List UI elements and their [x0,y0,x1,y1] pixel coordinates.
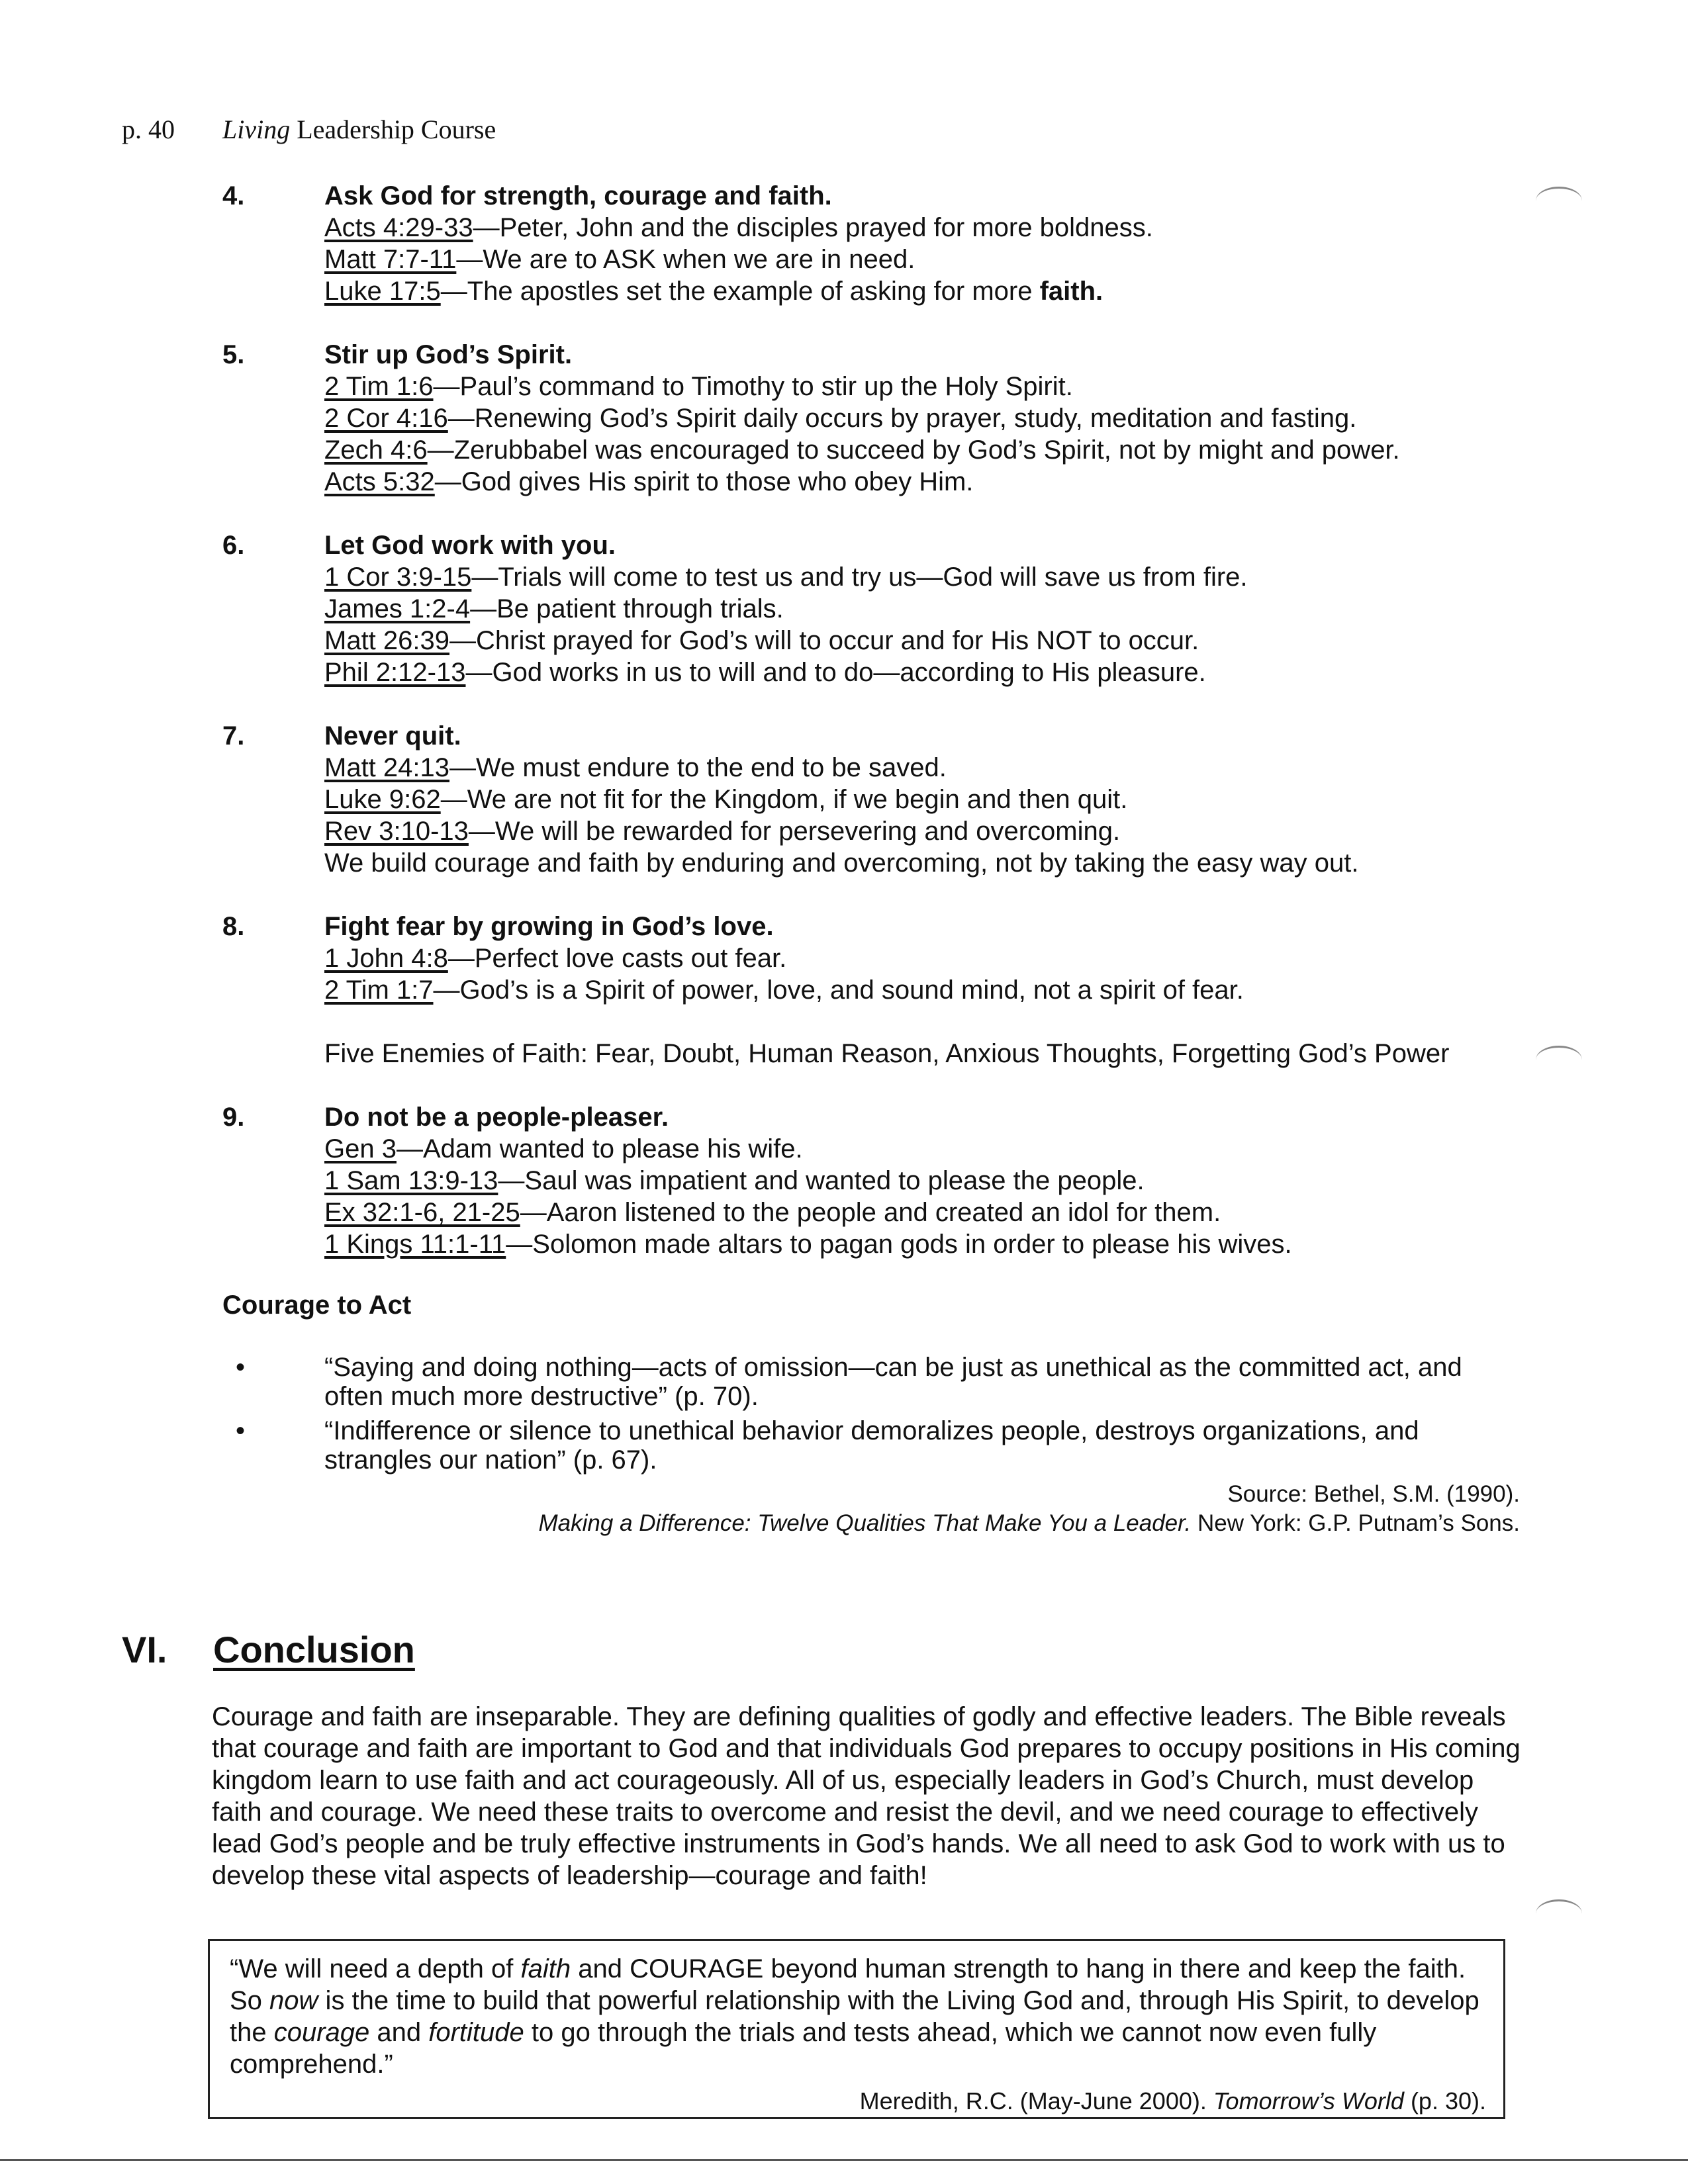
scripture-ref: 2 Tim 1:6 [324,372,434,401]
course-title: Leadership Course [297,114,496,144]
scripture-line: Luke 9:62—We are not fit for the Kingdom, if we begin and then quit. [324,785,1128,814]
scripture-ref: 1 Cor 3:9-15 [324,563,472,592]
item-title: Fight fear by growing in God’s love. [324,912,774,941]
bullet-icon: • [236,1353,246,1382]
scripture-line: Acts 4:29-33—Peter, John and the disciples prayed for more boldness. [324,213,1153,242]
punch-hole-icon [1536,1899,1582,1928]
scripture-ref: Phil 2:12-13 [324,658,466,687]
course-title-italic: Living [222,114,291,144]
scripture-ref: 1 Kings 11:1-11 [324,1230,506,1259]
scripture-ref: Matt 7:7-11 [324,245,457,274]
item-title: Ask God for strength, courage and faith. [324,181,832,210]
scripture-line: Gen 3—Adam wanted to please his wife. [324,1134,803,1163]
scripture-line: James 1:2-4—Be patient through trials. [324,594,784,623]
item-number: 5. [222,340,245,369]
source-citation: Source: Bethel, S.M. (1990). Making a Difference: Twelve Qualities That Make You a Leader. New York: G.P. Putnam’s Sons. [538,1481,1520,1536]
scripture-line: Matt 26:39—Christ prayed for God’s will to occur and for His NOT to occur. [324,626,1199,655]
scripture-line: 1 John 4:8—Perfect love casts out fear. [324,944,787,973]
scripture-line: 1 Cor 3:9-15—Trials will come to test us and try us—God will save us from fire. [324,563,1248,592]
scripture-ref: 2 Cor 4:16 [324,404,448,433]
scripture-ref: 1 Sam 13:9-13 [324,1166,498,1195]
conclusion-paragraph: Courage and faith are inseparable. They are defining qualities of godly and effective leaders. The Bible reveals that courage and faith are important to God and that individuals God prepares to occupy positions in His coming kingdom learn to use faith and act courageously. All of us, especially leaders in God’s Church, must develop faith and courage. We need these traits to overcome and resist the devil, and we need courage to effectively lead God’s people and be truly effective instruments in God’s hands. We all need to ask God to work with us to develop these vital aspects of leadership—courage and faith! [212,1702,1521,1890]
item-title: Let God work with you. [324,531,616,560]
scripture-ref: Zech 4:6 [324,435,428,465]
scripture-line: Matt 7:7-11—We are to ASK when we are in need. [324,245,915,274]
section-heading [122,1628,415,1671]
scripture-ref: Rev 3:10-13 [324,817,469,846]
list-item [222,180,1533,307]
bullet-item: • “Saying and doing nothing—acts of omission—can be just as unethical as the committed act, and often much more destructive” (p. 70). [236,1353,1462,1411]
scripture-line: Matt 24:13—We must endure to the end to be saved. [324,753,947,782]
numbered-list [222,180,1533,1292]
scripture-line: 2 Tim 1:7—God’s is a Spirit of power, love, and sound mind, not a spirit of fear. [324,976,1244,1005]
scripture-line: Acts 5:32—God gives His spirit to those who obey Him. [324,467,974,496]
scripture-line: Zech 4:6—Zerubbabel was encouraged to succeed by God’s Spirit, not by might and power. [324,435,1400,465]
item-number: 6. [222,531,245,560]
scripture-ref: Matt 26:39 [324,626,450,655]
punch-hole-icon [1536,187,1582,215]
item-title: Do not be a people-pleaser. [324,1103,669,1132]
bottom-divider [0,2159,1688,2161]
bullet-item: • “Indifference or silence to unethical behavior demoralizes people, destroys organizations, and strangles our nation” (p. 67). [236,1416,1419,1475]
item-title: Never quit. [324,721,461,751]
quote-box [208,1939,1505,2119]
enemies-of-faith-note: Five Enemies of Faith: Fear, Doubt, Human Reason, Anxious Thoughts, Forgetting God’s Power [324,1039,1450,1068]
scripture-ref: Acts 4:29-33 [324,213,473,242]
page-header [122,114,496,145]
scripture-line: 2 Tim 1:6—Paul’s command to Timothy to stir up the Holy Spirit. [324,372,1073,401]
quote-text: “We will need a depth of faith and COURAGE beyond human strength to hang in there and keep the faith. So now is the time to build that powerful relationship with the Living God and, through His Spirit, to develop the courage and fortitude to go through the trials and tests ahead, which we cannot now even fully comprehend.” [230,1954,1479,2079]
scripture-ref: James 1:2-4 [324,594,471,623]
scripture-line: Phil 2:12-13—God works in us to will and to do—according to His pleasure. [324,658,1206,687]
scripture-line: Ex 32:1-6, 21-25—Aaron listened to the people and created an idol for them. [324,1198,1221,1227]
quote-citation: Meredith, R.C. (May-June 2000). Tomorrow’s World (p. 30). [859,2087,1486,2115]
scripture-ref: 2 Tim 1:7 [324,976,434,1005]
list-item [222,1101,1533,1260]
courage-heading: Courage to Act [222,1291,412,1320]
scripture-line: Luke 17:5—The apostles set the example of asking for more faith. [324,277,1103,306]
list-item [222,529,1533,688]
page-number: p. 40 [122,114,175,144]
item-number: 4. [222,181,245,210]
item-number: 7. [222,721,245,751]
scripture-line: We build courage and faith by enduring and overcoming, not by taking the easy way out. [324,848,1359,878]
list-item [222,720,1533,879]
courage-to-act-section [222,1291,1520,1538]
scripture-line: 1 Kings 11:1-11—Solomon made altars to pagan gods in order to please his wives. [324,1230,1292,1259]
item-title: Stir up God’s Spirit. [324,340,573,369]
list-item [222,339,1533,498]
section-title: Conclusion [213,1629,415,1670]
scripture-ref: Luke 9:62 [324,785,441,814]
punch-hole-icon [1536,1046,1582,1074]
scripture-line: Rev 3:10-13—We will be rewarded for persevering and overcoming. [324,817,1121,846]
item-number: 8. [222,912,245,941]
item-number: 9. [222,1103,245,1132]
scripture-ref: Acts 5:32 [324,467,435,496]
section-number: VI. [122,1629,167,1670]
courage-bullets [222,1353,1520,1475]
scripture-ref: Ex 32:1-6, 21-25 [324,1198,520,1227]
scripture-ref: Luke 17:5 [324,277,441,306]
scripture-ref: Gen 3 [324,1134,397,1163]
scripture-line: 2 Cor 4:16—Renewing God’s Spirit daily occurs by prayer, study, meditation and fasting. [324,404,1357,433]
bullet-icon: • [236,1416,246,1445]
scripture-line: 1 Sam 13:9-13—Saul was impatient and wanted to please the people. [324,1166,1145,1195]
list-item [222,911,1533,1069]
scripture-ref: Matt 24:13 [324,753,450,782]
scripture-ref: 1 John 4:8 [324,944,448,973]
